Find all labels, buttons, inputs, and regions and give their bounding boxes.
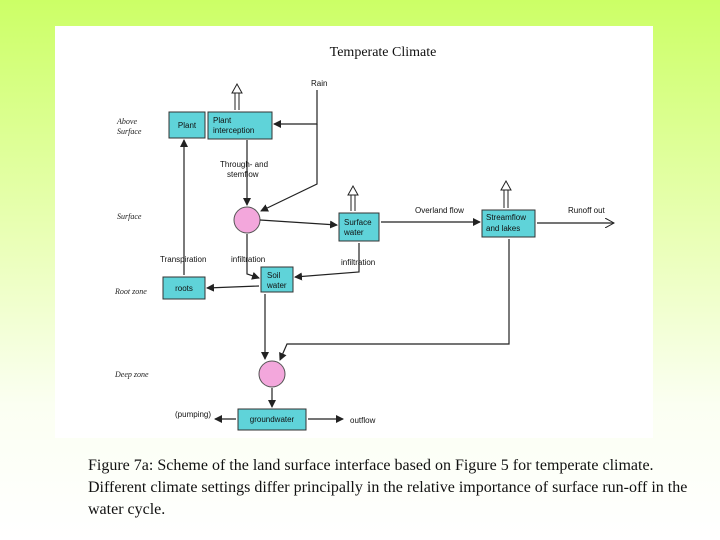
transpiration-label: Transpiration (160, 255, 207, 264)
soil-water-to-roots-arrow (207, 286, 259, 288)
rain-label: Rain (311, 79, 328, 88)
zone-label-above: Above (117, 117, 137, 126)
infiltration-right-label: infiltration (341, 258, 376, 267)
streamflow-label-1: Streamflow (486, 213, 527, 222)
plant-interception-label-1: Plant (213, 116, 232, 125)
figure-caption: Figure 7a: Scheme of the land surface interface based on Figure 5 for temperate climate. Different climate settings differ principally in the relative importance of surface run-off in the water cycle. (88, 457, 688, 518)
streamflow-box (482, 210, 535, 237)
evaporation-arrow-surface-water (348, 186, 358, 211)
roots-box (163, 277, 205, 299)
streamflow-label-2: and lakes (486, 224, 521, 233)
groundwater-box (238, 409, 306, 430)
water-cycle-diagram (55, 26, 653, 438)
zone-label-root-zone: Root zone (115, 287, 147, 296)
plant-interception-box (208, 112, 272, 139)
evaporation-arrow-interception (232, 84, 242, 110)
node-to-surface-water-arrow (260, 220, 337, 225)
soil-water-box (261, 267, 293, 292)
surface-water-label-2: water (344, 228, 364, 237)
through-stemflow-label-2: stemflow (227, 170, 259, 179)
deep-junction-node (259, 361, 285, 387)
diagram-title: Temperate Climate (329, 45, 437, 60)
plant-box (169, 112, 205, 138)
roots-label: roots (175, 284, 193, 293)
zone-label-deep-zone: Deep zone (115, 370, 149, 379)
figure-panel (55, 26, 653, 438)
runoff-out-label: Runoff out (568, 206, 605, 215)
surface-water-box (339, 213, 379, 241)
rain-to-interception-arrow (274, 90, 317, 124)
soil-water-label-2: water (267, 281, 287, 290)
outflow-label: outflow (350, 416, 376, 425)
overland-flow-label: Overland flow (415, 206, 464, 215)
evaporation-arrow-streamflow (501, 181, 511, 208)
through-stemflow-label-1: Through- and (220, 160, 269, 169)
surface-water-label-1: Surface (344, 218, 372, 227)
infiltration-left-label: infiltration (231, 255, 266, 264)
zone-label-surface-line2: Surface (117, 127, 142, 136)
plant-interception-label-2: interception (213, 126, 255, 135)
streamflow-recharge-arrow (280, 239, 509, 360)
pumping-label: (pumping) (175, 410, 212, 419)
surface-junction-node (234, 207, 260, 233)
zone-label-surface: Surface (117, 212, 142, 221)
plant-box-label: Plant (177, 121, 197, 130)
soil-water-label-1: Soil (267, 271, 281, 280)
groundwater-label: groundwater (249, 415, 295, 424)
